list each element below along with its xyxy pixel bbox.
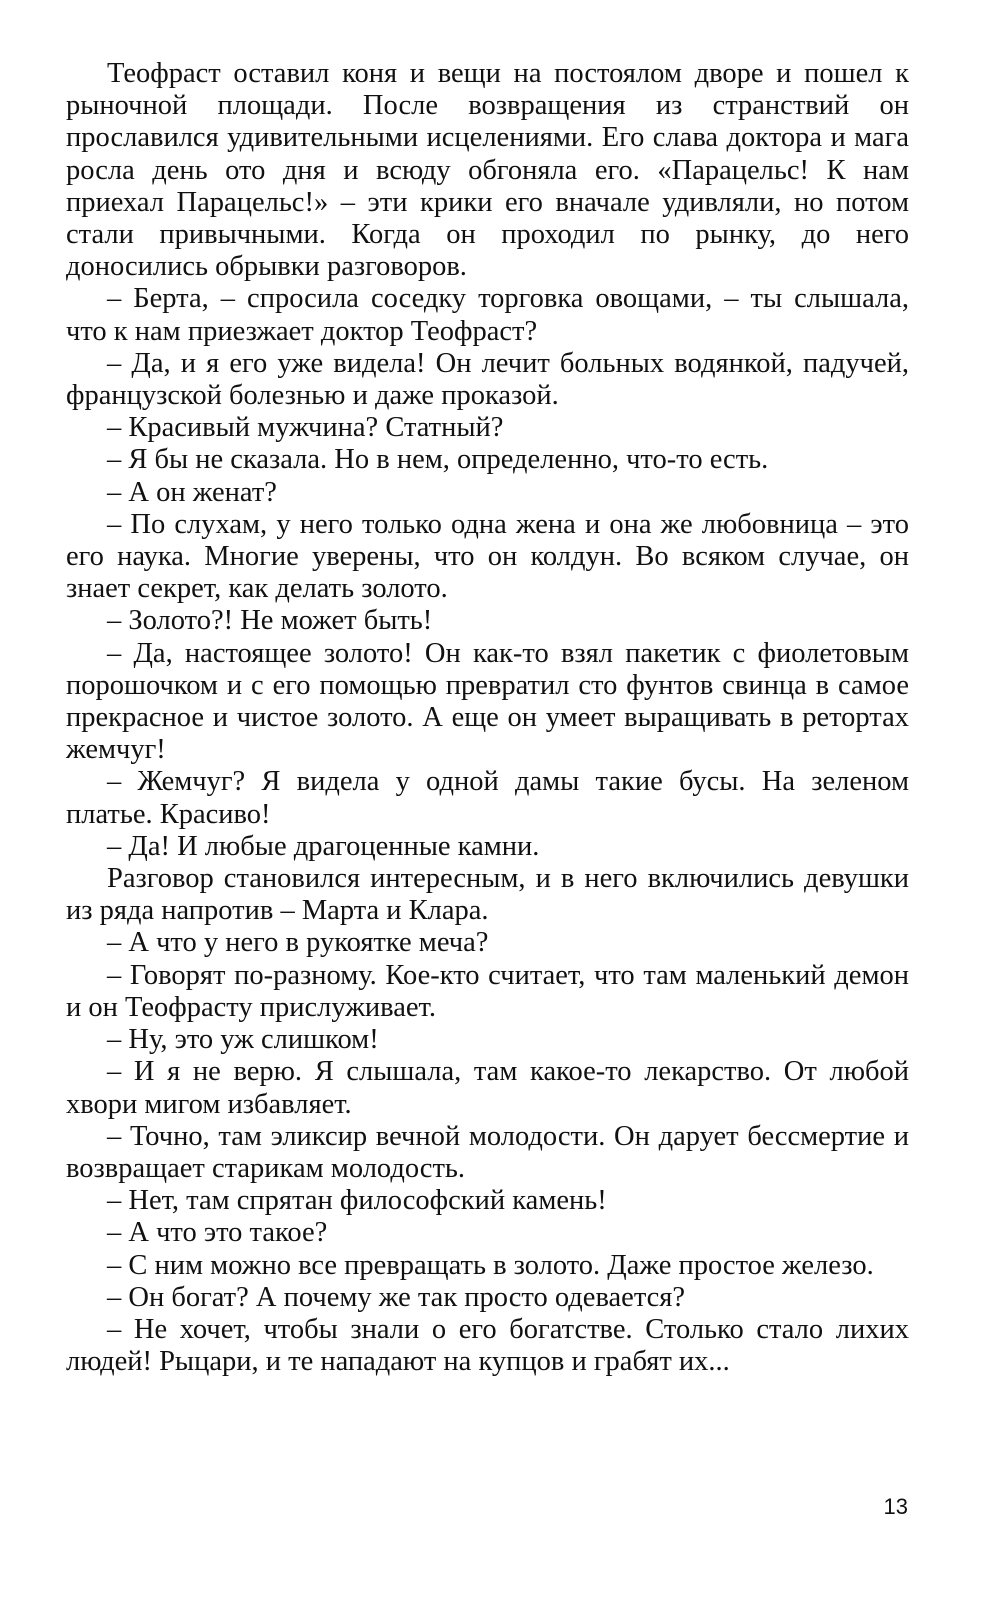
paragraph: – Да, настоящее золото! Он как-то взял пакетик с фиолетовым порошочком и с его помощью превратил сто фунтов свинца в самое прекрасное и чистое золото. А еще он умеет выращивать в ретортах жемчуг! (66, 637, 909, 766)
paragraph: – Красивый мужчина? Статный? (107, 412, 504, 444)
paragraph: – Жемчуг? Я видела у одной дамы такие бусы. На зеленом платье. Красиво! (66, 766, 909, 830)
paragraph: – А что это такое? (107, 1217, 328, 1249)
paragraph: – Да, и я его уже видела! Он лечит больных водянкой, падучей, французской болезнью и даже проказой. (66, 347, 909, 412)
paragraph: – А что у него в рукоятке меча? (107, 927, 489, 959)
paragraph: – Золото?! Не может быть! (107, 605, 433, 637)
paragraph: – И я не верю. Я слышала, там какое-то лекарство. От любой хвори мигом избавляет. (66, 1056, 909, 1120)
paragraph: – Не хочет, чтобы знали о его богатстве. Столько стало лихих людей! Рыцари, и те нападают на купцов и грабят их... (66, 1313, 909, 1378)
paragraph: – По слухам, у него только одна жена и она же любовница – это его наука. Многие уверены, что он колдун. Во всяком случае, он знает секрет, как делать золото. (66, 508, 909, 605)
paragraph: – Он богат? А почему же так просто одевается? (107, 1281, 686, 1313)
paragraph: – Да! И любые драгоценные камни. (107, 830, 540, 862)
page-number: 13 (883, 1494, 908, 1519)
body-text (66, 58, 909, 1378)
paragraph: Разговор становился интересным, и в него включились девушки из ряда напротив – Марта и Клара. (66, 863, 909, 927)
paragraph: – Говорят по-разному. Кое-кто считает, что там маленький демон и он Теофрасту прислуживает. (66, 959, 909, 1023)
paragraph: – Берта, – спросила соседку торговка овощами, – ты слышала, что к нам приезжает доктор Теофраст? (66, 283, 909, 347)
paragraph: Теофраст оставил коня и вещи на постоялом дворе и пошел к рыночной площади. После возвращения из странствий он прославился удивительными исцелениями. Его слава доктора и мага росла день ото дня и всюду обгоняла его. «Парацельс! К нам приехал Парацельс!» – эти крики его вначале удивляли, но потом стали привычными. Когда он проходил по рынку, до него доносились обрывки разговоров. (66, 58, 909, 283)
paragraph: – Я бы не сказала. Но в нем, определенно, что-то есть. (107, 444, 769, 476)
paragraph: – Нет, там спрятан философский камень! (107, 1185, 607, 1217)
paragraph: – Ну, это уж слишком! (107, 1024, 379, 1056)
paragraph: – А он женат? (107, 476, 277, 508)
paragraph: – Точно, там эликсир вечной молодости. Он дарует бессмертие и возвращает старикам молодость. (66, 1120, 909, 1184)
paragraph: – С ним можно все превращать в золото. Даже простое железо. (107, 1249, 874, 1281)
